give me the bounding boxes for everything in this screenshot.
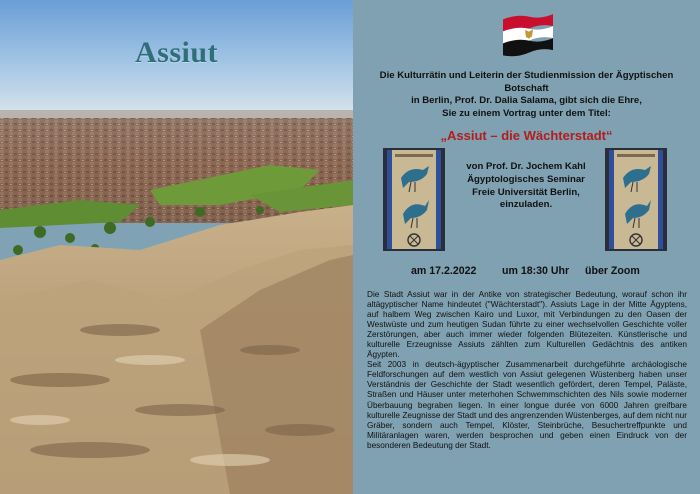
speaker-line: von Prof. Dr. Jochem Kahl xyxy=(466,161,586,172)
place-title: Assiut xyxy=(134,36,219,69)
hieroglyph-relief-icon xyxy=(605,148,667,251)
speaker-line: Ägyptologisches Seminar xyxy=(467,173,585,185)
speaker-line: einzuladen. xyxy=(499,199,553,211)
event-time: um 18:30 Uhr xyxy=(502,265,570,277)
event-venue: über Zoom xyxy=(585,265,640,277)
speaker-line: Freie Universität Berlin, xyxy=(472,186,580,198)
event-description xyxy=(367,290,687,451)
description-paragraph: Die Stadt Assiut war in der Antike von strategischer Bedeutung, worauf schon ihr altägyptischer Name hindeutet ("Wächterstadt"). Assiuts Lage in der Mitte Ägyptens, auf halbem Weg zwischen Kairo und Luxor, mit Verbindungen zu den Oasen der Westwüste und zum heutigen Sudan führte zu einer wechselvollen Geschichte voller Zerstörungen, aber auch immer wieder folgenden Blütezeiten. Künstlerische und kulturelle Erzeugnisse Assiuts zählten zum Kulturellen Gedächtnis des antiken Ägypten. xyxy=(367,290,687,360)
invitation-panel xyxy=(353,0,700,494)
egypt-flag-icon xyxy=(497,10,555,60)
event-date: am 17.2.2022 xyxy=(411,265,477,277)
description-paragraph: Seit 2003 in deutsch-ägyptischer Zusammenarbeit durchgeführte archäologische Feldforschungen auf dem westlich von Assiut gelegenen Wüstenberg haben unser Verständnis der Geschichte der Stadt wesentlich gefördert, deren Tempel, Paläste, Straßen und Häuser unter meterhohen Schwemmschichten des Nils sowie moderner Überbauung begraben liegen. In einer longue durée von 6000 Jahren greifbare kulturelle Zeugnisse der Stadt und des angrenzenden Wüstenberges, auf dem nicht nur Gräber, sondern auch Tempel, Klöster, Steinbrüche, Besuchertreffpunkte und Militäranlagen waren, werden besprochen und geben einen Eindruck von der besonderen Bedeutung der Stadt. xyxy=(367,360,687,450)
invitation-intro xyxy=(359,70,694,120)
intro-line: Sie zu einem Vortrag unter dem Titel: xyxy=(442,107,611,119)
speaker-info xyxy=(451,161,601,212)
talk-title: „Assiut – die Wächterstadt“ xyxy=(440,128,613,143)
intro-line: in Berlin, Prof. Dr. Dalia Salama, gibt sich die Ehre, xyxy=(411,95,642,107)
intro-line: Die Kulturrätin und Leiterin der Studienmission der Ägyptischen Botschaft xyxy=(379,70,674,94)
hieroglyph-relief-icon xyxy=(383,148,445,251)
